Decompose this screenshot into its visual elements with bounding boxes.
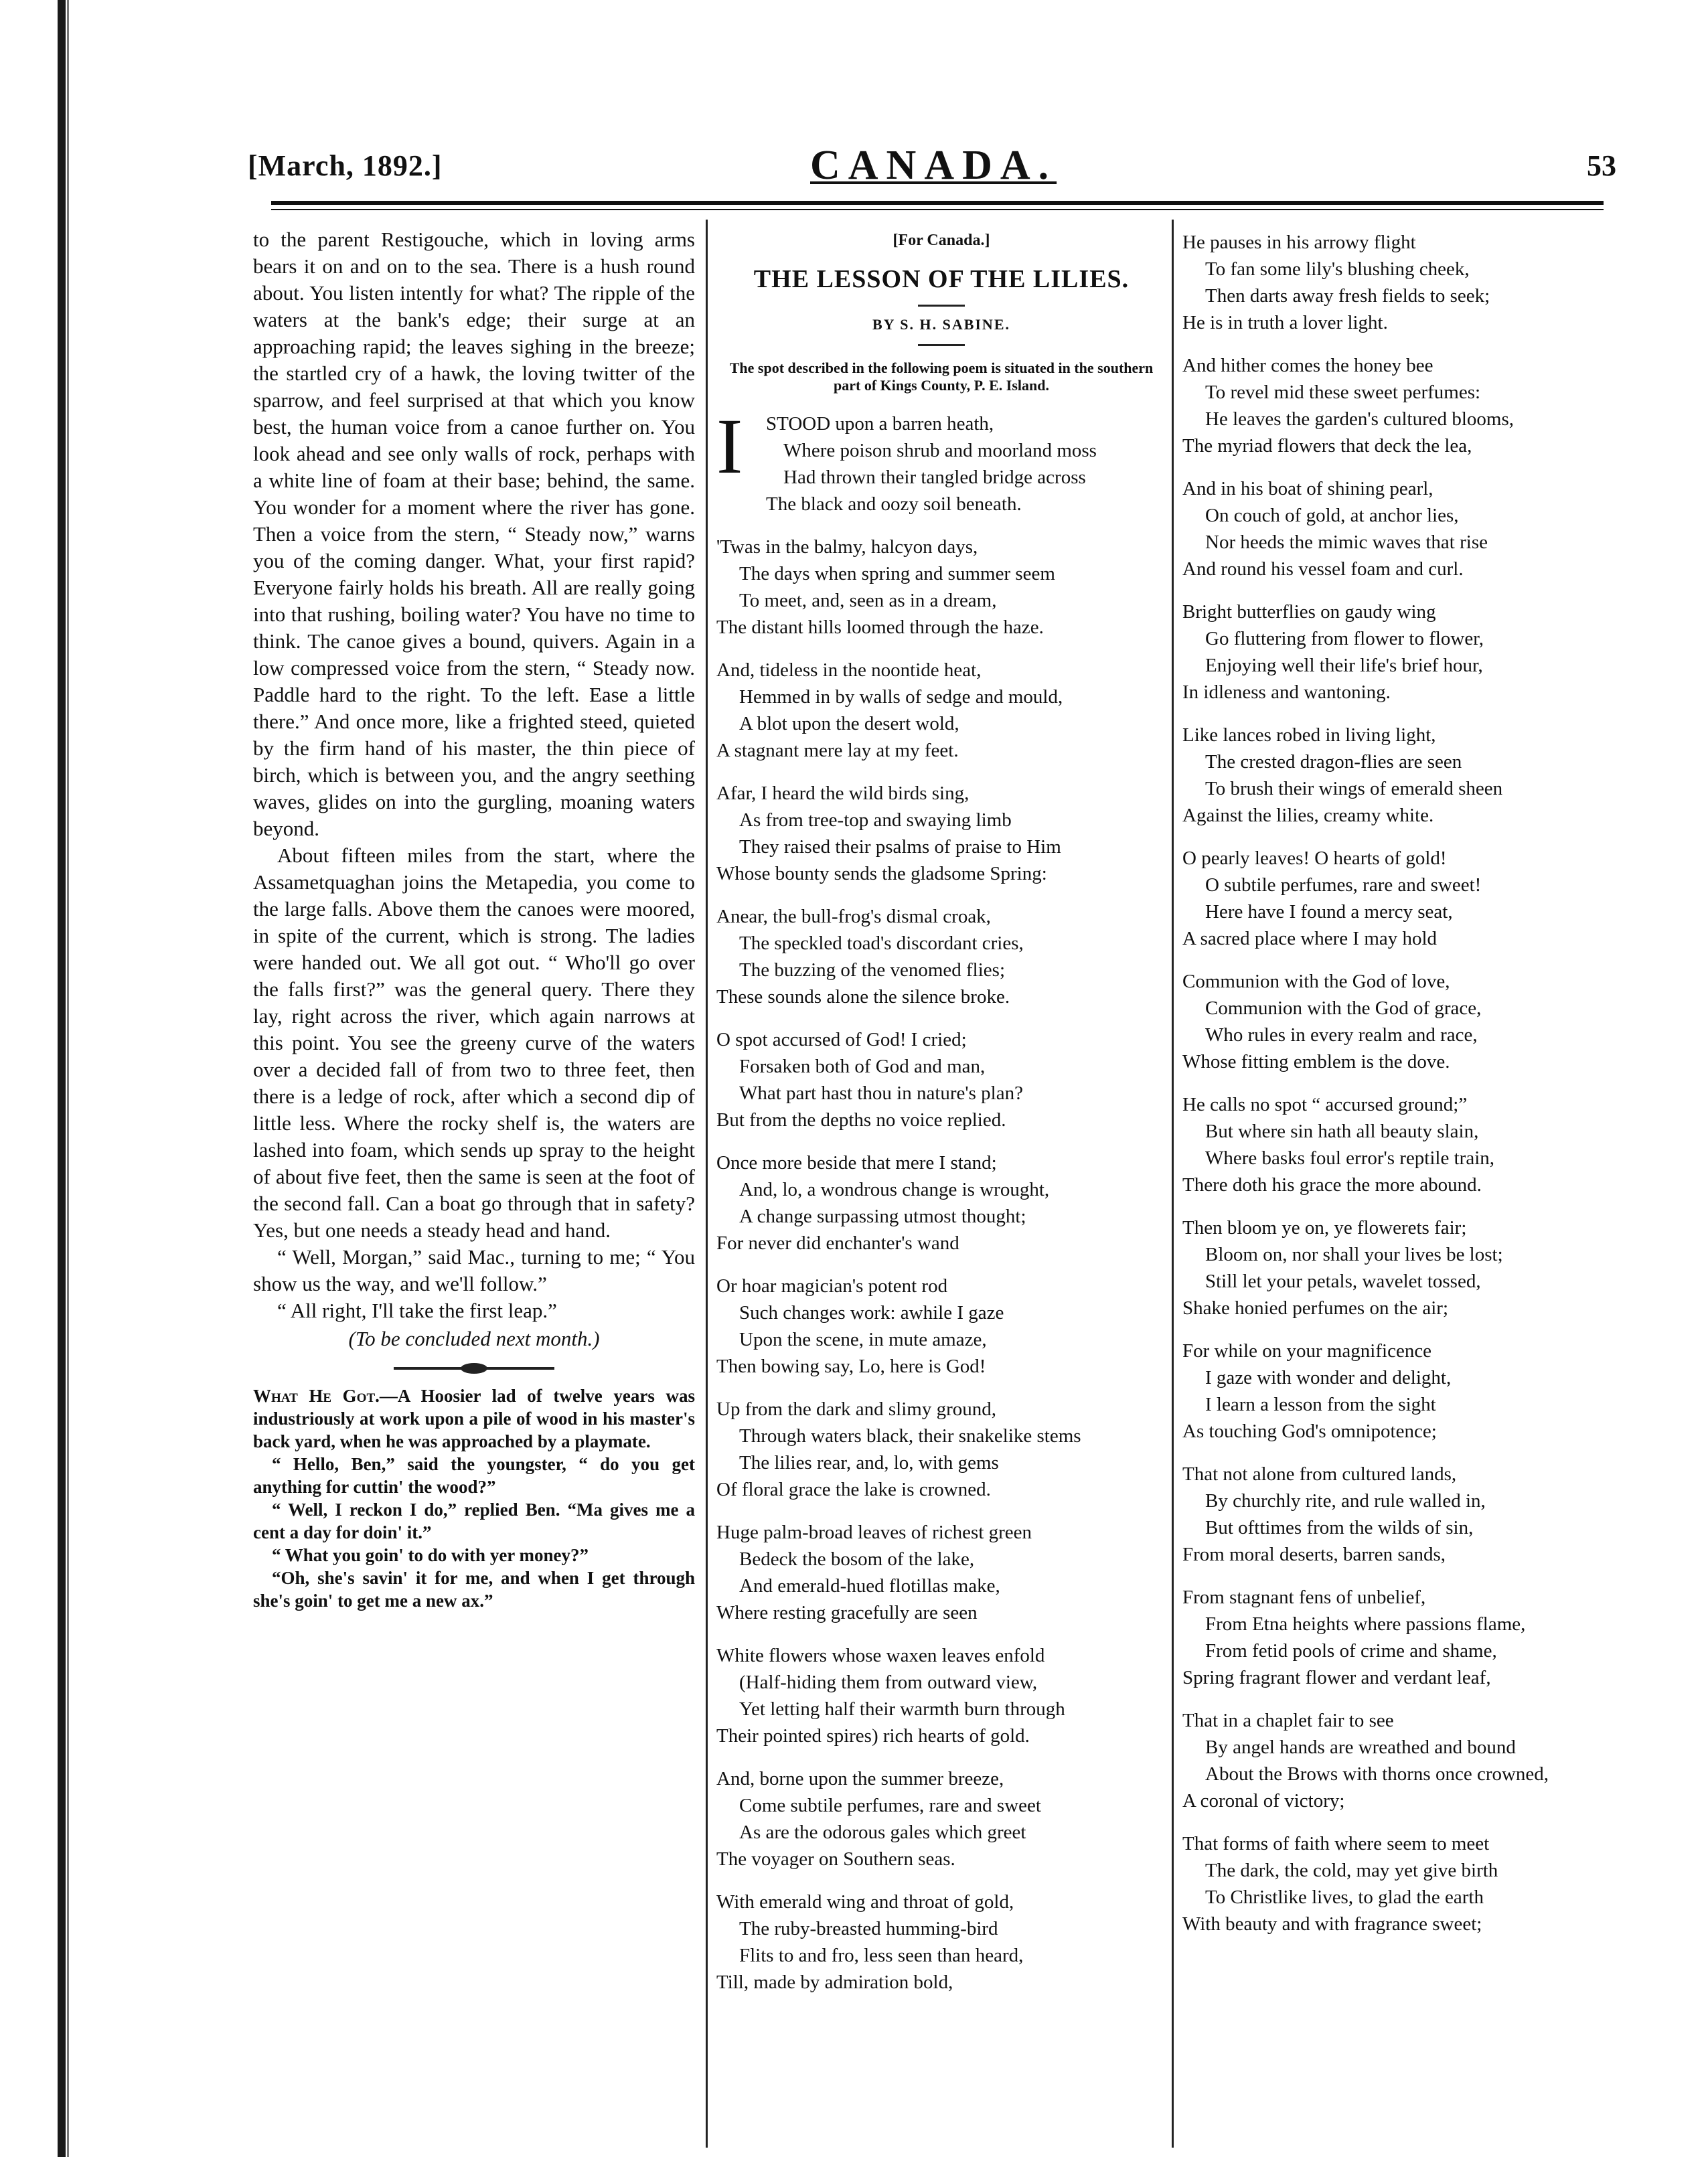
poem-line: Go fluttering from flower to flower,	[1205, 628, 1484, 649]
poem-line: Or hoar magician's potent rod	[716, 1275, 948, 1297]
poem-stanza	[1182, 229, 1611, 336]
poem-line: Huge palm-broad leaves of richest green	[716, 1522, 1032, 1543]
poem-stanza	[1182, 598, 1611, 706]
poem-line: From Etna heights where passions flame,	[1205, 1613, 1526, 1635]
poem-stanza	[716, 1519, 1166, 1626]
anecdote-paragraph: “ Hello, Ben,” said the youngster, “ do you get anything for cuttin' the wood?”	[253, 1454, 695, 1497]
poem-line: Shake honied perfumes on the air;	[1182, 1297, 1449, 1319]
poem-line: But where sin hath all beauty slain,	[1205, 1121, 1479, 1142]
poem-line: The speckled toad's discordant cries,	[739, 933, 1024, 954]
poem-line: Where resting gracefully are seen	[716, 1602, 978, 1623]
poem-line: A change surpassing utmost thought;	[739, 1206, 1026, 1227]
issue-date: [March, 1892.]	[248, 149, 443, 182]
page-number: 53	[1587, 149, 1616, 182]
poem-line: By churchly rite, and rule walled in,	[1205, 1490, 1486, 1512]
poem-line: The ruby-breasted humming-bird	[739, 1918, 998, 1939]
poem-stanza	[716, 1149, 1166, 1257]
poem-line: He pauses in his arrowy flight	[1182, 232, 1416, 253]
poem-line: About the Brows with thorns once crowned,	[1205, 1763, 1549, 1785]
poem-line: The lilies rear, and, lo, with gems	[739, 1452, 999, 1473]
poem-line: Where poison shrub and moorland moss	[783, 440, 1097, 461]
poem-line: And emerald-hued flotillas make,	[739, 1575, 1000, 1597]
poem-line: From stagnant fens of unbelief,	[1182, 1587, 1426, 1608]
poem-line: There doth his grace the more abound.	[1182, 1174, 1482, 1196]
binding-shadow	[67, 0, 69, 2157]
poem-stanzas-right	[1182, 229, 1611, 1937]
poem-line: Bedeck the bosom of the lake,	[739, 1548, 975, 1570]
poem-line: That forms of faith where seem to meet	[1182, 1833, 1490, 1854]
poem-line: White flowers whose waxen leaves enfold	[716, 1645, 1045, 1666]
poem-line: He calls no spot “ accursed ground;”	[1182, 1094, 1468, 1115]
poem-line: A stagnant mere lay at my feet.	[716, 740, 959, 761]
poem-line: Come subtile perfumes, rare and sweet	[739, 1795, 1041, 1816]
poem-line: Up from the dark and slimy ground,	[716, 1399, 997, 1420]
poem-line: O spot accursed of God! I cried;	[716, 1029, 967, 1050]
poem-line: Where basks foul error's reptile train,	[1205, 1147, 1494, 1169]
poem-line: O pearly leaves! O hearts of gold!	[1182, 848, 1447, 869]
poem-line: They raised their psalms of praise to Him	[739, 836, 1061, 858]
poem-line: Then bowing say, Lo, here is God!	[716, 1356, 986, 1377]
poem-stanza	[716, 903, 1166, 1010]
middle-column	[716, 229, 1166, 2012]
poem-header	[716, 232, 1166, 394]
poem-stanza	[1182, 722, 1611, 829]
poem-stanza	[716, 780, 1166, 887]
poem-line: With emerald wing and throat of gold,	[716, 1891, 1014, 1913]
column-divider-right	[1172, 220, 1174, 2148]
poem-line: Till, made by admiration bold,	[716, 1972, 953, 1993]
poem-line: Nor heeds the mimic waves that rise	[1205, 532, 1488, 553]
poem-stanza	[1182, 1830, 1611, 1937]
masthead-title: CANADA.	[810, 143, 1057, 188]
poem-stanza	[716, 1889, 1166, 1996]
poem-line: The myriad flowers that deck the lea,	[1182, 435, 1472, 457]
poem-line: Yet letting half their warmth burn through	[739, 1698, 1065, 1720]
poem-line: Once more beside that mere I stand;	[716, 1152, 997, 1174]
poem-stanza	[1182, 1338, 1611, 1445]
poem-stanza	[716, 1026, 1166, 1133]
poem-line: These sounds alone the silence broke.	[716, 986, 1010, 1008]
title-rule	[918, 305, 965, 307]
anecdote-paragraph	[253, 1384, 695, 1453]
poem-stanza	[716, 1273, 1166, 1380]
poem-stanza	[716, 1765, 1166, 1872]
poem-line: Bright butterflies on gaudy wing	[1182, 601, 1436, 623]
poem-line: And, borne upon the summer breeze,	[716, 1768, 1004, 1789]
poem-line: Against the lilies, creamy white.	[1182, 805, 1434, 826]
poem-line: Then darts away fresh fields to seek;	[1205, 285, 1490, 307]
poem-line: The distant hills loomed through the haze.	[716, 617, 1044, 638]
anecdote-heading: What He Got.	[253, 1386, 380, 1406]
poem-stanza	[1182, 845, 1611, 952]
poem-line: That in a chaplet fair to see	[1182, 1710, 1394, 1731]
anecdote-text: —A Hoosier lad of twelve years was industriously at work upon a pile of wood in his master's back yard, when he was approached by a playmate.	[253, 1386, 696, 1451]
poem-line: The black and oozy soil beneath.	[766, 493, 1022, 515]
poem-line: For never did enchanter's wand	[716, 1232, 959, 1254]
poem-line: From fetid pools of crime and shame,	[1205, 1640, 1497, 1662]
poem-line: A blot upon the desert wold,	[739, 713, 959, 734]
continued-note: (To be concluded next month.)	[348, 1327, 600, 1350]
poem-line: He leaves the garden's cultured blooms,	[1205, 408, 1515, 430]
poem-line: To Christlike lives, to glad the earth	[1205, 1887, 1484, 1908]
header-rule-thin	[271, 209, 1604, 210]
poem-line: Through waters black, their snakelike stems	[739, 1425, 1081, 1447]
poem-line: That not alone from cultured lands,	[1182, 1463, 1457, 1485]
article-paragraph: “ Well, Morgan,” said Mac., turning to me; “ You show us the way, and we'll follow.”	[253, 1245, 695, 1295]
poem-line: To meet, and, seen as in a dream,	[739, 590, 997, 611]
poem-line: But from the depths no voice replied.	[716, 1109, 1006, 1131]
poem-line: A coronal of victory;	[1182, 1790, 1345, 1812]
poem-line: Still let your petals, wavelet tossed,	[1205, 1271, 1481, 1292]
poem-line: And hither comes the honey bee	[1182, 355, 1433, 376]
anecdote-paragraph: “ Well, I reckon I do,” replied Ben. “Ma gives me a cent a day for doin' it.”	[253, 1500, 695, 1542]
poem-line: STOOD upon a barren heath,	[766, 413, 994, 434]
poem-title: THE LESSON OF THE LILIES.	[753, 265, 1130, 293]
poem-line: Then bloom ye on, ye flowerets fair;	[1182, 1217, 1467, 1239]
poem-source: [For Canada.]	[892, 232, 990, 249]
column-divider-left	[706, 220, 708, 2148]
poem-line: I gaze with wonder and delight,	[1205, 1367, 1452, 1388]
poem-stanza	[716, 657, 1166, 764]
poem-line: By angel hands are wreathed and bound	[1205, 1737, 1516, 1758]
poem-line: As are the odorous gales which greet	[739, 1822, 1026, 1843]
poem-line: From moral deserts, barren sands,	[1182, 1544, 1446, 1565]
poem-line: Spring fragrant flower and verdant leaf,	[1182, 1667, 1491, 1688]
poem-line: To revel mid these sweet perfumes:	[1205, 382, 1481, 403]
poem-line: The voyager on Southern seas.	[716, 1848, 955, 1870]
poem-line: And in his boat of shining pearl,	[1182, 478, 1433, 499]
poem-stanza	[1182, 1707, 1611, 1814]
poem-stanza	[1182, 1461, 1611, 1568]
section-separator	[394, 1367, 554, 1370]
poem-line: Communion with the God of love,	[1182, 971, 1450, 992]
poem-stanza	[716, 1642, 1166, 1749]
poem-line: The buzzing of the venomed flies;	[739, 959, 1006, 981]
poem-line: He is in truth a lover light.	[1182, 312, 1388, 333]
poem-line: As from tree-top and swaying limb	[739, 809, 1012, 831]
binding-edge	[58, 0, 66, 2157]
poem-stanza	[1182, 1091, 1611, 1198]
poem-line: A sacred place where I may hold	[1182, 928, 1438, 949]
poem-line: Who rules in every realm and race,	[1205, 1024, 1478, 1046]
poem-line: And round his vessel foam and curl.	[1182, 558, 1464, 580]
poem-line: What part hast thou in nature's plan?	[739, 1083, 1023, 1104]
poem-line: Afar, I heard the wild birds sing,	[716, 783, 969, 804]
poem-line: O subtile perfumes, rare and sweet!	[1205, 874, 1482, 896]
poem-line: Bloom on, nor shall your lives be lost;	[1205, 1244, 1503, 1265]
poem-line: To brush their wings of emerald sheen	[1205, 778, 1503, 799]
poem-line: Whose bounty sends the gladsome Spring:	[716, 863, 1047, 884]
poem-stanza	[1182, 1214, 1611, 1322]
article-paragraph: About fifteen miles from the start, where the Assametquaghan joins the Metapedia, you come to the large falls. Above them the canoes were moored, in spite of the current, which is strong. The ladies were handed out. We all got out. “ Who'll go over the falls first?” was the general query. There they lay, right across the river, which again narrows at this point. You see the greeny curve of the waters over a decided fall of from two to three feet, then there is a ledge of rock, after which a second dip of little less. Where the rocky shelf is, the waters are lashed into foam, which sends up spray to the height of about five feet, then the same is seen at the foot of the second fall. Can a boat go through that in safety? Yes, but one needs a steady head and hand.	[253, 844, 695, 1242]
poem-stanza	[1182, 1584, 1611, 1691]
right-column	[1182, 229, 1611, 1953]
poem-line: And, tideless in the noontide heat,	[716, 659, 982, 681]
poem-line: Their pointed spires) rich hearts of gold.	[716, 1725, 1030, 1747]
poem-line: The dark, the cold, may yet give birth	[1205, 1860, 1498, 1881]
poem-line: For while on your magnificence	[1182, 1340, 1432, 1362]
article-paragraph: “ All right, I'll take the first leap.”	[277, 1299, 557, 1322]
left-column	[253, 226, 695, 1612]
poem-line: Hemmed in by walls of sedge and mould,	[739, 686, 1063, 708]
poem-line: (Half-hiding them from outward view,	[739, 1672, 1038, 1693]
poem-line: But ofttimes from the wilds of sin,	[1205, 1517, 1474, 1538]
byline-rule	[918, 344, 965, 346]
poem-stanza	[716, 534, 1166, 641]
poem-stanza	[1182, 968, 1611, 1075]
poem-line: Had thrown their tangled bridge across	[783, 467, 1086, 488]
poem-line: 'Twas in the balmy, halcyon days,	[716, 536, 978, 558]
poem-stanza	[1182, 352, 1611, 459]
poem-line: Here have I found a mercy seat,	[1205, 901, 1453, 923]
poem-stanza	[1182, 475, 1611, 582]
article-body	[253, 226, 695, 1324]
poem-line: Flits to and fro, less seen than heard,	[739, 1945, 1024, 1966]
poem-line: Anear, the bull-frog's dismal croak,	[716, 906, 991, 927]
drop-cap: I	[716, 402, 743, 490]
poem-line: Upon the scene, in mute amaze,	[739, 1329, 987, 1350]
poem-line: Like lances robed in living light,	[1182, 724, 1436, 746]
poem-line: As touching God's omnipotence;	[1182, 1421, 1437, 1442]
poem-line: Such changes work: awhile I gaze	[739, 1302, 1004, 1324]
article-paragraph: to the parent Restigouche, which in loving arms bears it on and on to the sea. There is a hush round about. You listen intently for what? The ripple of the waters at the bank's edge; their surge at an approaching rapid; the leaves sighing in the breeze; the startled cry of a hawk, the loving twitter of the sparrow, and feel surprised at that which you know best, the human voice from a canoe further on. You look ahead and see only walls of rock, perhaps with a white line of foam at their base; behind, the same. You wonder for a moment where the river has gone. Then a voice from the stern, “ Steady now,” warns you of the coming danger. What, your first rapid? Everyone fairly holds his breath. All are really going into that rushing, boiling water? You have no time to think. The canoe gives a bound, quivers. Again in a low compressed voice from the stern, “ Steady now. Paddle hard to the right. To the left. Ease a little there.” And once more, like a frighted steed, quieted by the firm hand of his master, the thin piece of birch, which is between you, and the angry seething waves, glides on into the gurgling, moaning waters beyond.	[253, 228, 695, 840]
poem-stanzas-middle	[716, 402, 1166, 1996]
poem-line: Communion with the God of grace,	[1205, 997, 1482, 1019]
poem-line: Enjoying well their life's brief hour,	[1205, 655, 1483, 676]
anecdote	[253, 1384, 695, 1612]
poem-stanza	[716, 1396, 1166, 1503]
poem-line: I learn a lesson from the sight	[1205, 1394, 1436, 1415]
anecdote-paragraph: “ What you goin' to do with yer money?”	[272, 1545, 589, 1565]
poem-line: Whose fitting emblem is the dove.	[1182, 1051, 1450, 1072]
poem-line: Forsaken both of God and man,	[739, 1056, 986, 1077]
poem-line: To fan some lily's blushing cheek,	[1205, 258, 1470, 280]
poem-line: Of floral grace the lake is crowned.	[716, 1479, 991, 1500]
poem-line: The crested dragon-flies are seen	[1205, 751, 1462, 773]
anecdote-paragraph: “Oh, she's savin' it for me, and when I get through she's goin' to get me a new ax.”	[253, 1568, 695, 1611]
poem-stanza	[716, 402, 1166, 517]
poem-byline: BY S. H. SABINE.	[872, 316, 1010, 333]
poem-line: The days when spring and summer seem	[739, 563, 1055, 584]
poem-line: In idleness and wantoning.	[1182, 682, 1391, 703]
poem-line: On couch of gold, at anchor lies,	[1205, 505, 1459, 526]
header-rule-thick	[271, 201, 1604, 205]
poem-line: With beauty and with fragrance sweet;	[1182, 1913, 1482, 1935]
poem-note: The spot described in the following poem is situated in the southern part of Kings County, P. E. Island.	[729, 360, 1154, 394]
poem-line: And, lo, a wondrous change is wrought,	[739, 1179, 1050, 1200]
